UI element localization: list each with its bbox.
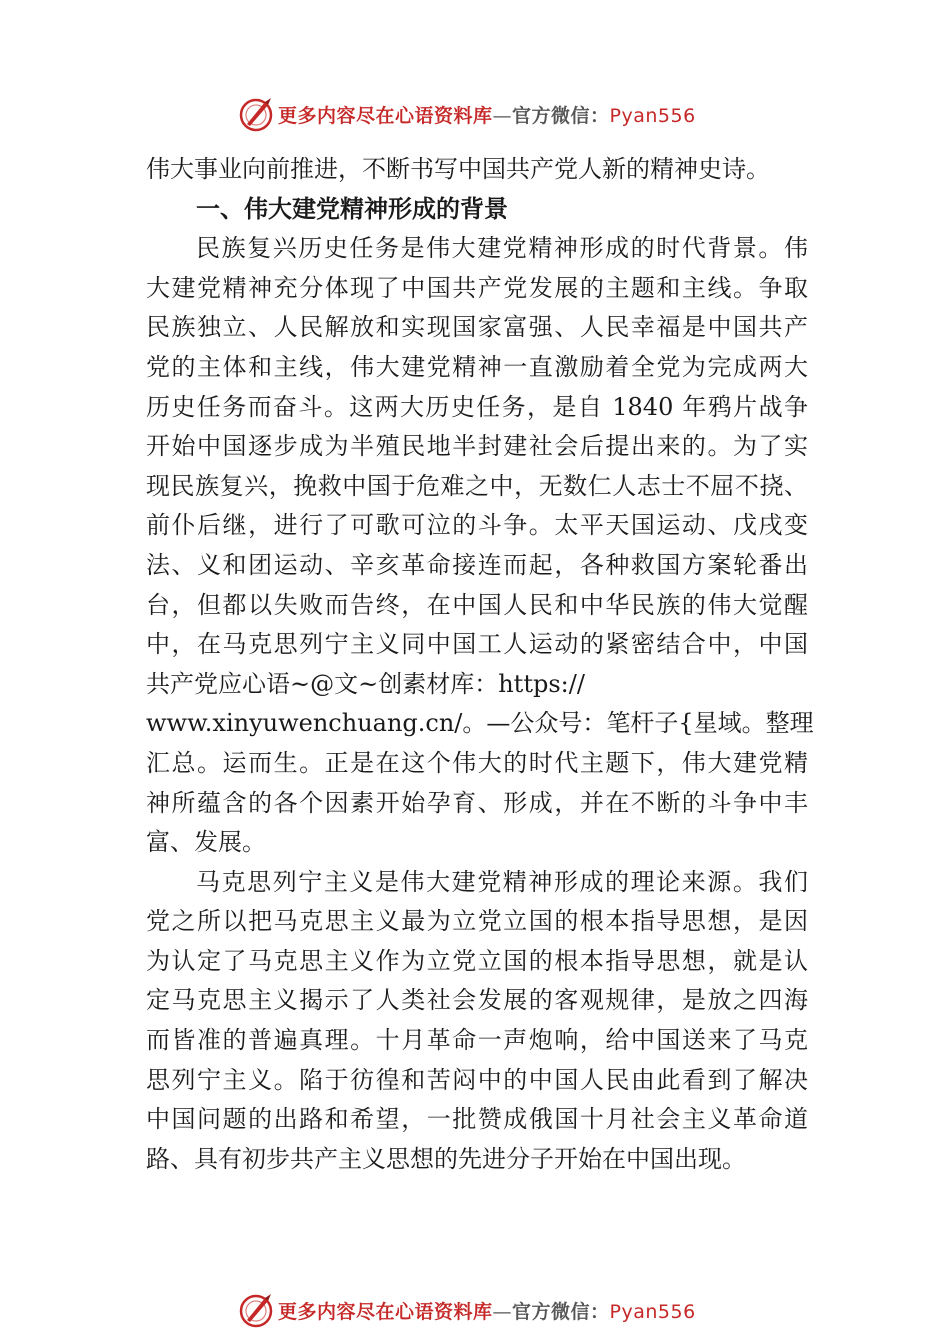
banner-text: [278, 1297, 696, 1324]
text-line: 汇总。运而生。正是在这个伟大的时代主题下，伟大建党精: [146, 748, 808, 777]
footer-banner: [0, 1290, 950, 1330]
text-line: 现民族复兴，挽救中国于危难之中，无数仁人志士不屈不挠、: [146, 471, 808, 500]
text-line: 前仆后继，进行了可歌可泣的斗争。太平天国运动、戊戌变: [146, 511, 808, 540]
text-line: 法、义和团运动、辛亥革命接连而起，各种救国方案轮番出: [146, 550, 808, 579]
text-line: 台，但都以失败而告终，在中国人民和中华民族的伟大觉醒: [146, 590, 808, 619]
text-line: 大建党精神充分体现了中国共产党发展的主题和主线。争取: [146, 273, 808, 302]
text-line: 开始中国逐步成为半殖民地半封建社会后提出来的。为了实: [146, 432, 808, 461]
banner-text: [278, 101, 696, 128]
banner-dash: —: [492, 1300, 513, 1323]
text-line: 为认定了马克思主义作为立党立国的根本指导思想，就是认: [146, 946, 808, 975]
text-line: 中国问题的出路和希望，一批赞成俄国十月社会主义革命道: [146, 1105, 808, 1134]
text-line: 民族复兴历史任务是伟大建党精神形成的时代背景。伟: [196, 234, 808, 263]
banner-wechat-label: 官方微信：: [512, 1300, 610, 1323]
banner-wechat-id: Pyan556: [609, 1300, 696, 1323]
text-line: 富、发展。: [146, 828, 266, 857]
banner-main-text: 更多内容尽在心语资料库: [278, 104, 493, 127]
text-line: 伟大事业向前推进，不断书写中国共产党人新的精神史诗。: [146, 155, 770, 183]
text-line: 神所蕴含的各个因素开始孕育、形成，并在不断的斗争中丰: [146, 788, 808, 817]
header-banner: [0, 94, 950, 134]
text-line: 而皆准的普遍真理。十月革命一声炮响，给中国送来了马克: [146, 1026, 808, 1055]
banner-wechat-label: 官方微信：: [512, 104, 610, 127]
text-line: 民族独立、人民解放和实现国家富强、人民幸福是中国共产: [146, 313, 808, 342]
text-line: 定马克思主义揭示了人类社会发展的客观规律，是放之四海: [146, 986, 808, 1015]
banner-main-text: 更多内容尽在心语资料库: [278, 1300, 493, 1323]
quill-logo-icon: [238, 1292, 274, 1328]
text-line: 中，在马克思列宁主义同中国工人运动的紧密结合中，中国: [146, 630, 808, 659]
text-line: 路、具有初步共产主义思想的先进分子开始在中国出现。: [146, 1144, 746, 1173]
banner-dash: —: [492, 104, 513, 127]
banner-wechat-id: Pyan556: [609, 104, 696, 127]
text-line: 思列宁主义。陷于彷徨和苦闷中的中国人民由此看到了解决: [146, 1065, 808, 1094]
quill-logo-icon: [238, 96, 274, 132]
text-line: 共产党应心语~@文~创素材库：https://: [146, 669, 585, 698]
text-line: 历史任务而奋斗。这两大历史任务，是自 1840 年鸦片战争: [146, 392, 808, 421]
text-line: 党之所以把马克思主义最为立党立国的根本指导思想，是因: [146, 907, 808, 936]
document-body: [146, 150, 814, 1179]
text-line: 党的主体和主线，伟大建党精神一直激励着全党为完成两大: [146, 352, 808, 381]
section-heading: 一、伟大建党精神形成的背景: [196, 194, 508, 223]
text-line: 马克思列宁主义是伟大建党精神形成的理论来源。我们: [196, 867, 808, 896]
text-line: www.xinyuwenchuang.cn/。—公众号：笔杆子{星域。整理: [146, 709, 814, 738]
